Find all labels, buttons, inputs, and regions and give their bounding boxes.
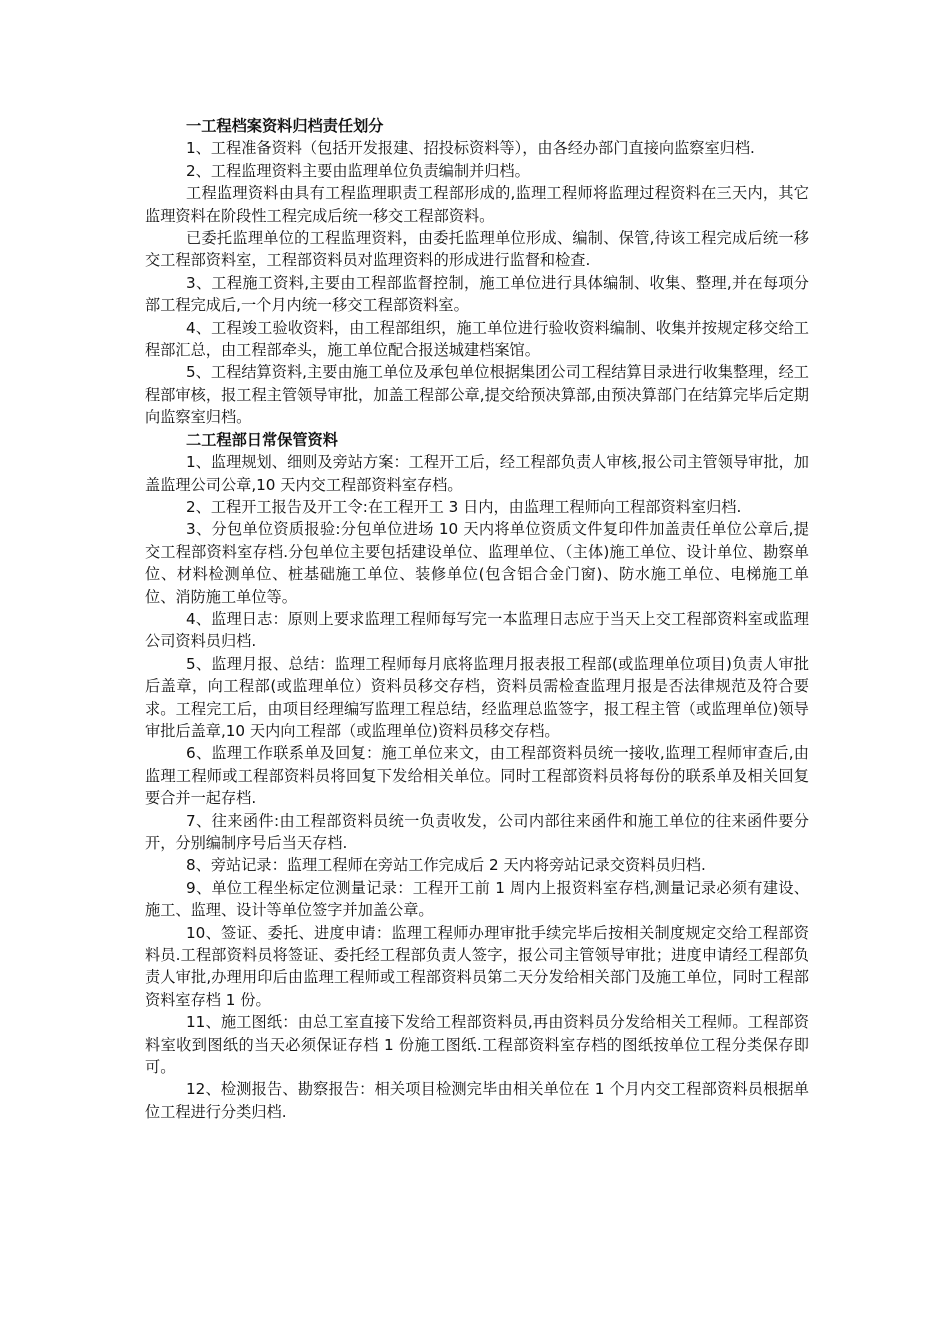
paragraph: 5、监理月报、总结：监理工程师每月底将监理月报表报工程部(或监理单位项目)负责人审批后盖章，向工程部(或监理单位）资料员移交存档，资料员需检查监理月报是否法律规范及符合要求。工程完工后，由项目经理编写监理工程总结，经监理总监签字，报工程主管（或监理单位)领导审批后盖章,10 天内向工程部（或监理单位)资料员移交存档。	[145, 654, 809, 740]
paragraph: 10、签证、委托、进度申请：监理工程师办理审批手续完毕后按相关制度规定交给工程部资料员.工程部资料员将签证、委托经工程部负责人签字，报公司主管领导审批；进度申请经工程部负责人审批,办理用印后由监理工程师或工程部资料员第二天分发给相关部门及施工单位，同时工程部资料室存档 1 份。	[145, 923, 809, 1009]
paragraph: 6、监理工作联系单及回复：施工单位来文，由工程部资料员统一接收,监理工程师审查后,由监理工程师或工程部资料员将回复下发给相关单位。同时工程部资料员将每份的联系单及相关回复要合并一起存档.	[145, 744, 809, 808]
paragraph: 1、监理规划、细则及旁站方案：工程开工后，经工程部负责人审核,报公司主管领导审批，加盖监理公司公章,10 天内交工程部资料室存档。	[145, 453, 809, 494]
document-body	[145, 115, 809, 1123]
paragraph: 7、往来函件:由工程部资料员统一负责收发，公司内部往来函件和施工单位的往来函件要分开，分别编制序号后当天存档.	[145, 811, 809, 852]
paragraph: 1、工程准备资料（包括开发报建、招投标资料等），由各经办部门直接向监察室归档.	[186, 139, 755, 158]
paragraph: 9、单位工程坐标定位测量记录：工程开工前 1 周内上报资料室存档,测量记录必须有建设、施工、监理、设计等单位签字并加盖公章。	[145, 878, 809, 920]
paragraph: 8、旁站记录：监理工程师在旁站工作完成后 2 天内将旁站记录交资料员归档.	[186, 856, 706, 875]
paragraph: 11、施工图纸：由总工室直接下发给工程部资料员,再由资料员分发给相关工程师。工程部资料室收到图纸的当天必须保证存档 1 份施工图纸.工程部资料室存档的图纸按单位工程分类保存即可。	[145, 1013, 809, 1077]
paragraph: 3、工程施工资料,主要由工程部监督控制，施工单位进行具体编制、收集、整理,并在每项分部工程完成后,一个月内统一移交工程部资料室。	[145, 273, 809, 315]
paragraph: 2、工程监理资料主要由监理单位负责编制并归档。	[186, 161, 530, 180]
paragraph: 3、分包单位资质报验:分包单位进场 10 天内将单位资质文件复印件加盖责任单位公章后,提交工程部资料室存档.分包单位主要包括建设单位、监理单位、（主体)施工单位、设计单位、勘察单位、材料检测单位、桩基础施工单位、装修单位(包含铝合金门窗)、防水施工单位、电梯施工单位、消防施工单位等。	[145, 520, 809, 606]
paragraph: 4、工程竣工验收资料，由工程部组织，施工单位进行验收资料编制、收集并按规定移交给工程部汇总，由工程部牵头，施工单位配合报送城建档案馆。	[145, 318, 809, 360]
paragraph: 已委托监理单位的工程监理资料，由委托监理单位形成、编制、保管,待该工程完成后统一移交工程部资料室，工程部资料员对监理资料的形成进行监督和检查.	[145, 229, 809, 270]
paragraph: 工程监理资料由具有工程监理职责工程部形成的,监理工程师将监理过程资料在三天内，其它监理资料在阶段性工程完成后统一移交工程部资料。	[145, 184, 809, 225]
section-heading: 一工程档案资料归档责任划分	[186, 117, 384, 135]
paragraph: 12、检测报告、勘察报告：相关项目检测完毕由相关单位在 1 个月内交工程部资料员根据单位工程进行分类归档.	[145, 1080, 809, 1121]
paragraph: 5、工程结算资料,主要由施工单位及承包单位根据集团公司工程结算目录进行收集整理，经工程部审核，报工程主管领导审批，加盖工程部公章,提交给预决算部,由预决算部门在结算完毕后定期向监察室归档。	[145, 363, 809, 427]
paragraph: 4、监理日志：原则上要求监理工程师每写完一本监理日志应于当天上交工程部资料室或监理公司资料员归档.	[145, 609, 809, 651]
paragraph: 2、工程开工报告及开工令:在工程开工 3 日内，由监理工程师向工程部资料室归档.	[186, 497, 742, 516]
section-heading: 二工程部日常保管资料	[186, 430, 338, 449]
